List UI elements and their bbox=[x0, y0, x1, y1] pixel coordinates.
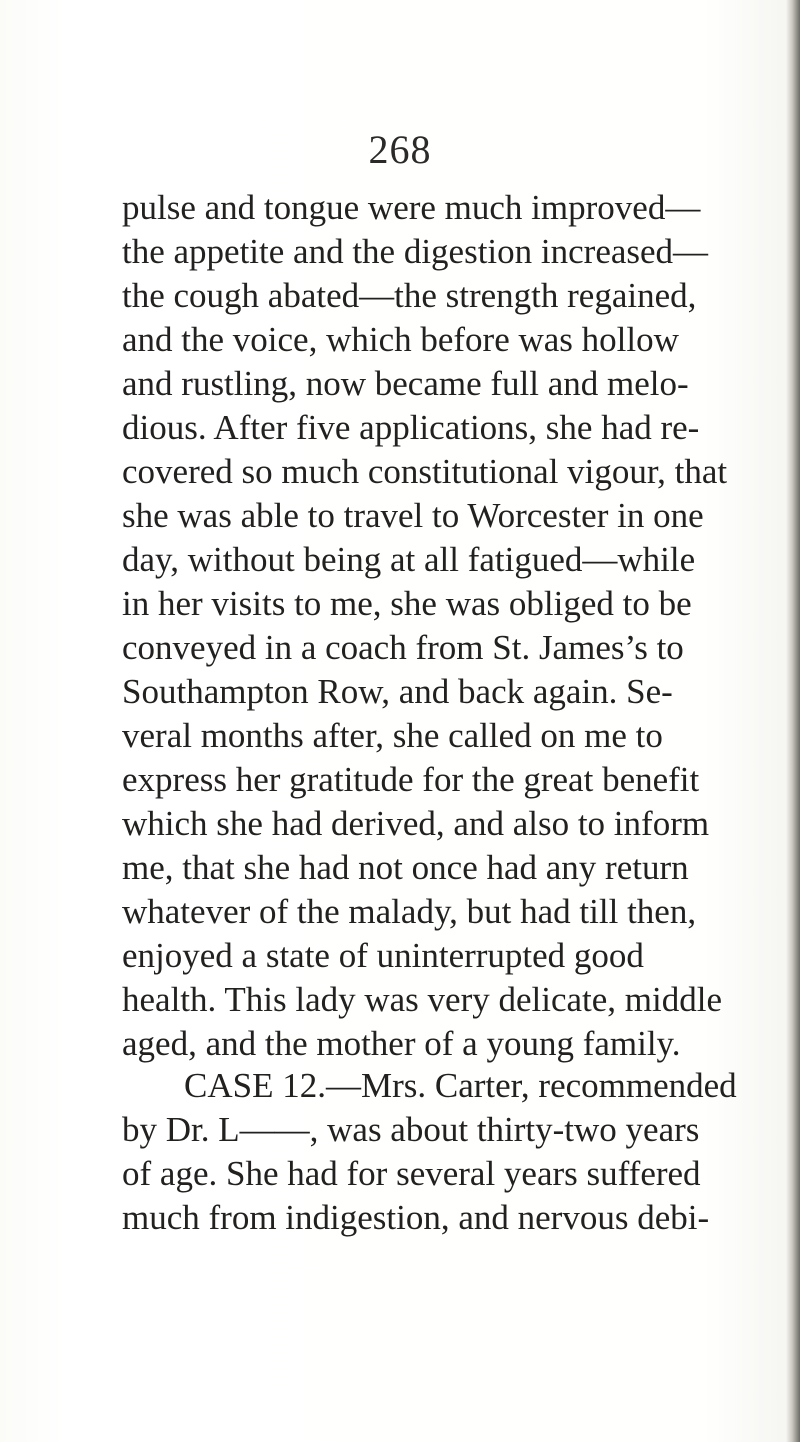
paragraph-1 bbox=[122, 186, 742, 1066]
text-line: which she had derived, and also to inform bbox=[122, 804, 710, 843]
text-line: day, without being at all fatigued—while bbox=[122, 540, 696, 579]
text-line: veral months after, she called on me to bbox=[122, 716, 663, 755]
text-line: the appetite and the digestion increased— bbox=[122, 232, 709, 271]
text-line: the cough abated—the strength regained, bbox=[122, 276, 697, 315]
text-line: and the voice, which before was hollow bbox=[122, 320, 679, 359]
paragraph-2-case-12 bbox=[122, 1064, 742, 1240]
text-line: whatever of the malady, but had till then, bbox=[122, 892, 697, 931]
text-line: CASE 12.—Mrs. Carter, recommended bbox=[184, 1066, 737, 1105]
page-edge-shadow bbox=[786, 0, 800, 1442]
text-line: pulse and tongue were much improved— bbox=[122, 188, 701, 227]
text-line: express her gratitude for the great benefit bbox=[122, 760, 700, 799]
page-number: 268 bbox=[368, 127, 432, 172]
text-line: aged, and the mother of a young family. bbox=[122, 1024, 681, 1063]
text-line: by Dr. L——, was about thirty-two years bbox=[122, 1110, 700, 1149]
text-line: conveyed in a coach from St. James’s to bbox=[122, 628, 684, 667]
text-line: she was able to travel to Worcester in one bbox=[122, 496, 704, 535]
text-line: much from indigestion, and nervous debi- bbox=[122, 1198, 710, 1237]
text-line: in her visits to me, she was obliged to be bbox=[122, 584, 692, 623]
text-line: Southampton Row, and back again. Se- bbox=[122, 672, 673, 711]
text-line: dious. After five applications, she had re- bbox=[122, 408, 700, 447]
text-line: me, that she had not once had any return bbox=[122, 848, 689, 887]
text-line: enjoyed a state of uninterrupted good bbox=[122, 936, 644, 975]
text-line: and rustling, now became full and melo- bbox=[122, 364, 689, 403]
text-line: of age. She had for several years suffered bbox=[122, 1154, 701, 1193]
text-line: health. This lady was very delicate, middle bbox=[122, 980, 723, 1019]
text-line: covered so much constitutional vigour, that bbox=[122, 452, 728, 491]
